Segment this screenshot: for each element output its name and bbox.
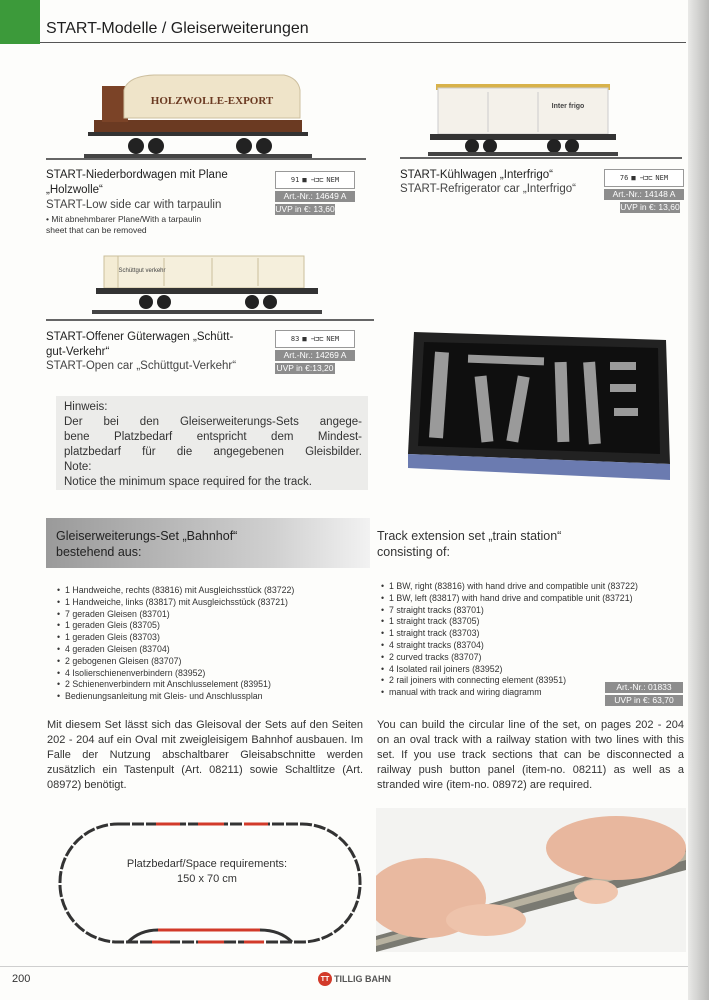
product-title-en: START-Open car „Schüttgut-Verkehr“ [46,360,237,372]
product-note: • Mit abnehmbarer Plane/With a tarpaulin sheet that can be removed [46,214,202,235]
set-info-box [605,680,683,706]
list-item: • 4 Isolierschienenverbindern (83952) [65,668,385,680]
product-info-box [275,330,355,374]
product-image-holzwolle-wagon [84,70,312,162]
list-item: • 4 Isolated rail joiners (83952) [389,664,699,676]
list-item: • 1 geraden Gleis (83705) [65,620,385,632]
list-item: • Bedienungsanleitung mit Gleis- und Anschlussplan [65,691,385,703]
article-number: Art.-Nr.: 14269 A [275,350,355,361]
product-divider [46,319,374,321]
price-badge: UVP in €:13,20 [276,363,334,373]
price-badge: UVP in €: 13,60 [620,202,680,212]
product-title: START-Offener Güterwagen „Schütt- [46,331,234,343]
hint-label: Hinweis: [64,401,108,413]
price-badge: UVP in €: 13,60 [275,204,335,214]
list-item: • 1 geraden Gleis (83703) [65,632,385,644]
list-item: • 2 gebogenen Gleisen (83707) [65,656,385,668]
set-contents-de [56,585,385,703]
list-item: • 4 straight tracks (83704) [389,640,699,652]
hands-connecting-track-photo [376,808,686,952]
set-title-de-line2: bestehend aus: [56,545,142,559]
set-description-de: Mit diesem Set lässt sich das Gleisoval der Sets auf den Seiten 202 - 204 auf ein Oval mit zweigleisigem Bahnhof ausbauen. Im Falle der Nutzung abschaltbarer Gleisabschnitte werden zusätzlich ein Tastenpult (Art. 08211) sowie Schaltlitze (Art. 08972) benötigt. [47,719,363,791]
product-image-interfrigo-wagon [428,80,618,160]
note-label: Note: [64,461,92,473]
product-title-en: START-Refrigerator car „Interfrigo“ [400,183,576,195]
space-label: Platzbedarf/Space requirements: [126,858,288,870]
product-title-line2: gut-Verkehr“ [46,346,110,358]
list-item: • manual with track and wiring diagramm [389,687,699,699]
section-color-tab [0,0,40,44]
list-item: • 7 geraden Gleisen (83701) [65,609,385,621]
note-text: Notice the minimum space required for the track. [64,476,312,488]
track-set-box-image [404,322,676,482]
track-icons: 91 ■ ⊣⊐⊏ NEM [275,171,355,189]
logo-text: TILLIG BAHN [334,974,391,984]
hint-line: bene Platzbedarf entspricht dem Mindest- [64,431,362,443]
page-number: 200 [12,973,31,985]
list-item: • 2 rail joiners with connecting element (83951) [389,675,699,687]
hint-line: platzbedarf für die angegebenen Gleisbilder. [64,446,362,458]
product-info-box [604,169,684,213]
set-title-de: Gleiserweiterungs-Set „Bahnhof“ [56,529,238,543]
set-title-en: Track extension set „train station“ [377,529,562,543]
set-title-bar [46,518,370,568]
product-divider [400,157,682,159]
car-lettering: Inter frigo [551,103,585,110]
track-plan-diagram [48,808,366,952]
tillig-logo [318,972,391,986]
header-divider [40,42,686,43]
logo-mark: TT [318,972,332,986]
set-title-en-line2: consisting of: [377,545,450,559]
list-item: • 2 curved tracks (83707) [389,652,699,664]
product-title-en: START-Low side car with tarpaulin [46,199,222,211]
list-item: • 2 Schienenverbindern mit Anschlusselement (83951) [65,679,385,691]
track-icons: 76 ■ ⊣⊐⊏ NEM [604,169,684,187]
car-lettering: HOLZWOLLE-EXPORT [150,95,274,107]
hint-box [56,396,368,490]
product-info-box [275,171,355,215]
article-number: Art.-Nr.: 14649 A [275,191,355,202]
page-edge [688,0,709,1000]
list-item: • 1 BW, left (83817) with hand drive and compatible unit (83721) [389,593,699,605]
product-title-line2: „Holzwolle“ [46,184,103,196]
car-lettering: Schüttgut verkehr [118,268,166,274]
list-item: • 1 straight track (83703) [389,628,699,640]
product-divider [46,158,366,160]
list-item: • 1 BW, right (83816) with hand drive and compatible unit (83722) [389,581,699,593]
list-item: • 7 straight tracks (83701) [389,605,699,617]
product-title: START-Kühlwagen „Interfrigo“ [400,169,553,181]
list-item: • 1 straight track (83705) [389,616,699,628]
set-description-en: You can build the circular line of the set, on pages 202 - 204 on an oval track with a railway station with two lines with this set. If you use track sections that can be disconnected a railway push button panel (item-no. 08211) as well as a stranded wire (item-no. 08972) are required. [377,719,684,791]
product-image-schuettgut-wagon [92,250,322,320]
footer-divider [0,966,688,967]
list-item: • 1 Handweiche, rechts (83816) mit Ausgleichsstück (83722) [65,585,385,597]
article-number: Art.-Nr.: 01833 [605,682,683,693]
product-title: START-Niederbordwagen mit Plane [46,169,228,181]
list-item: • 1 Handweiche, links (83817) mit Ausgleichsstück (83721) [65,597,385,609]
list-item: • 4 geraden Gleisen (83704) [65,644,385,656]
price-badge: UVP in €: 63,70 [605,695,683,706]
track-icons: 83 ■ ⊣⊐⊏ NEM [275,330,355,348]
hint-line: Der bei den Gleiserweiterungs-Sets angege- [64,416,362,428]
article-number: Art.-Nr.: 14148 A [604,189,684,200]
space-value: 150 x 70 cm [177,873,237,885]
page-title: START-Modelle / Gleiserweiterungen [46,20,309,37]
